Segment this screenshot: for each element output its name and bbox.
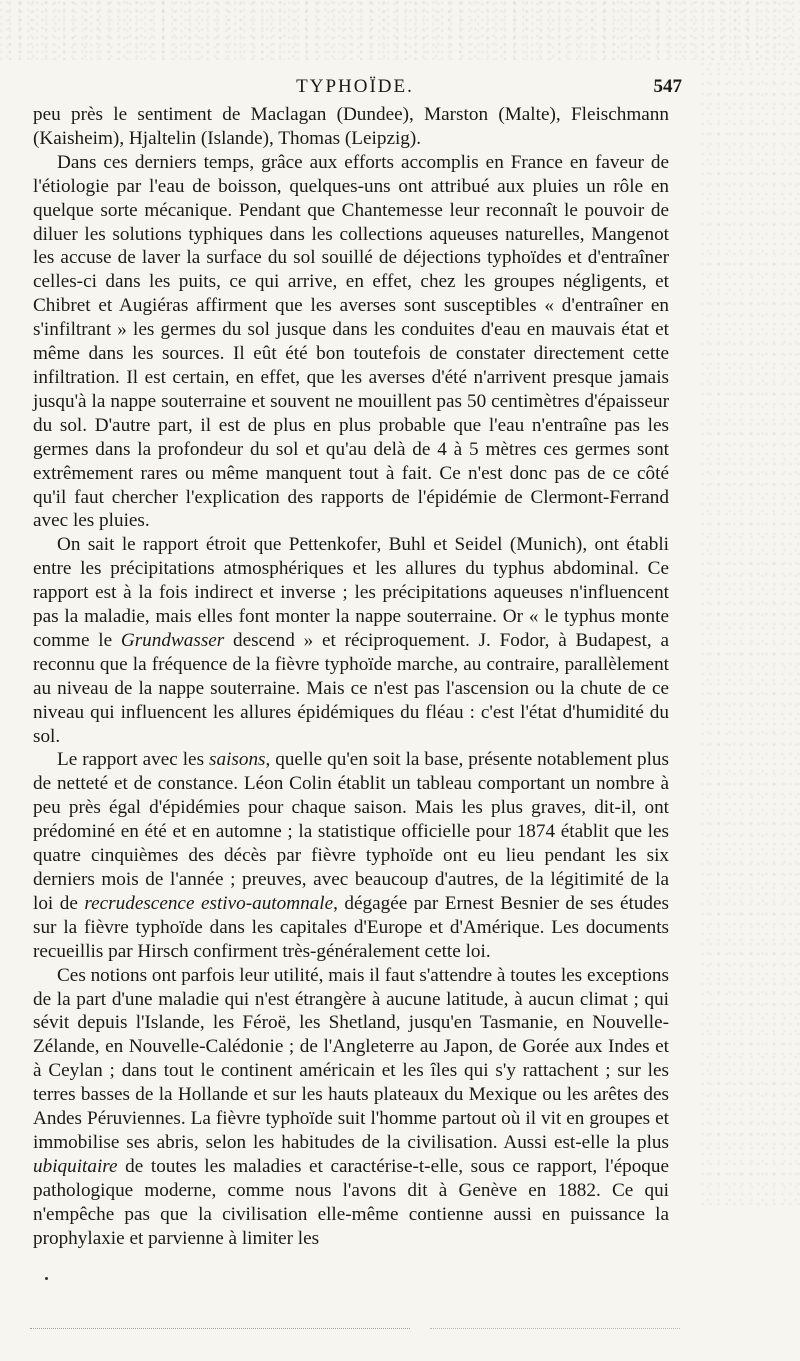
running-title: TYPHOÏDE. [296, 76, 414, 97]
ink-dot [45, 1277, 48, 1280]
bottom-scan-line-right [430, 1328, 680, 1329]
paragraph [33, 748, 669, 963]
paragraph [33, 151, 669, 534]
italic-text: ubiquitaire [33, 1155, 118, 1177]
text-run: Ces notions ont parfois leur utilité, mais il faut s'attendre à toutes les exceptions de la part d'une maladie qui n'est étrangère à aucune latitude, à aucun climat ; qui sévit depuis l'Islande, les Féroë, les Shetland, jusqu'en Tasmanie, en Nouvelle-Zélande, en Nouvelle-Calédonie ; de l'Angleterre au Japon, de Gorée aux Indes et à Ceylan ; dans tout le continent américain et les îles qui s'y rattachent ; sur les terres basses de la Hollande et sur les hauts plateaux du Mexique ou les arêtes des Andes Péruviennes. La fièvre typhoïde suit l'homme partout où il vit en groupes et immobilise ses abris, selon les habitudes de la civilisation. Aussi est-elle la plus [33, 964, 669, 1153]
text-run: descend » et réciproquement. J. Fodor, à Budapest, a reconnu que la fréquence de la fièvre typhoïde marche, au contraire, parallèlement au niveau de la nappe souterraine. Mais ce n'est pas l'ascension ou la chute de ce niveau qui influencent les allures épidémiques du fléau : c'est l'état d'humidité du sol. [33, 629, 669, 747]
page-number: 547 [653, 76, 682, 97]
text-run: , quelle qu'en soit la base, présente notablement plus de netteté et de constance. Léon Colin établit un tableau comportant un nombre à peu près égal d'épidémies pour chaque saison. Mais les plus graves, dit-il, ont prédominé en été et en automne ; la statistique officielle pour 1874 établit que les quatre cinquièmes des décès par fièvre typhoïde ont eu lieu pendant les six derniers mois de l'année ; preuves, avec beaucoup d'autres, de la légitimité de la loi de [33, 749, 669, 914]
italic-text: recrudescence estivo-automnale [84, 892, 334, 914]
text-run: peu près le sentiment de Maclagan (Dundee), Marston (Malte), Fleischmann (Kaisheim), Hjaltelin (Islande), Thomas (Leipzig). [33, 104, 669, 149]
text-run: Le rapport avec les [57, 749, 210, 771]
scan-noise-right-margin [700, 60, 800, 1210]
scan-noise-top [0, 0, 800, 60]
bottom-scan-line [30, 1328, 410, 1329]
italic-text: Grundwasser [120, 629, 225, 651]
paragraph [33, 964, 669, 1251]
text-run: On sait le rapport étroit que Pettenkofer, Buhl et Seidel (Munich), ont établi entre les précipitations atmosphériques et les allures du typhus abdominal. Ce rapport est à la fois indirect et inverse ; les précipitations aqueuses n'influencent pas la maladie, mais elles font monter la nappe souterraine. Or « le typhus monte comme le [33, 534, 669, 651]
text-run: Dans ces derniers temps, grâce aux efforts accomplis en France en faveur de l'étiologie par l'eau de boisson, quelques-uns ont attribué aux pluies un rôle en quelque sorte mécanique. Pendant que Chantemesse leur reconnaît le pouvoir de diluer les solutions typhiques dans les collections aqueuses naturelles, Mangenot les accuse de laver la surface du sol souillé de déjections typhoïdes et d'entraîner celles-ci dans les puits, ce qui arrive, en effet, chez les groupes négligents, et Chibret et Augiéras affirment que les averses sont susceptibles « d'entraîner en s'infiltrant » les germes du sol jusque dans les conduites d'eau en mauvais état et même dans les sources. Il eût été bon toutefois de constater directement cette infiltration. Il est certain, en effet, que les averses d'été n'arrivent presque jamais jusqu'à la nappe souterraine et souvent ne mouillent pas 50 centimètres d'épaisseur du sol. D'autre part, il est de plus en plus probable que l'eau n'entraîne pas les germes dans la profondeur du sol et qu'au delà de 4 à 5 mètres ces germes sont extrêmement rares ou même manquent tout à fait. Ce n'est donc pas de ce côté qu'il faut chercher l'explication des rapports de l'épidémie de Clermont-Ferrand avec les pluies. [33, 151, 669, 532]
page-header [30, 76, 680, 100]
body-text [33, 103, 669, 1251]
paragraph [33, 103, 669, 151]
text-run: de toutes les maladies et caractérise-t-elle, sous ce rapport, l'époque pathologique moderne, comme nous l'avons dit à Genève en 1882. Ce qui n'empêche pas que la civilisation elle-même contienne aussi en puissance la prophylaxie et parvienne à limiter les [33, 1155, 669, 1249]
italic-text: saisons [209, 749, 266, 771]
text-run: , dégagée par Ernest Besnier de ses études sur la fièvre typhoïde dans les capitales d'Europe et d'Amérique. Les documents recueillis par Hirsch confirment très-généralement cette loi. [33, 892, 669, 962]
paragraph [33, 533, 669, 748]
